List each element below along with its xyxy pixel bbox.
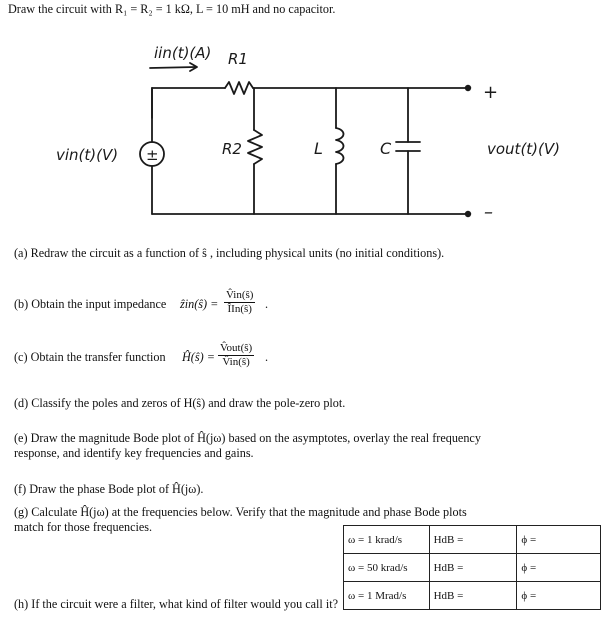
c-label: C [380,139,392,158]
part-c-text: (c) Obtain the transfer function [14,350,166,364]
r2-resistor [248,130,262,164]
r1-resistor [225,82,253,94]
part-b-denominator: ÎIn(ŝ) [227,303,252,315]
part-d: (d) Classify the poles and zeros of H(ŝ) and draw the pole-zero plot. [14,396,346,410]
part-b-fraction [224,289,255,316]
table-cell-phase: ϕ = [517,554,601,582]
part-c-numerator: V̂out(ŝ) [220,342,253,354]
part-b-lhs: ẑin(ŝ) = [180,297,219,311]
current-label: iin(t)(A) [154,44,212,62]
part-b-numerator: V̂in(ŝ) [226,289,254,301]
frequency-table [343,525,601,610]
table-cell-mag: HdB = [429,554,517,582]
part-c-denominator: V̂in(ŝ) [222,356,250,368]
part-a: (a) Redraw the circuit as a function of ŝ , including physical units (no initial conditions). [14,246,445,260]
l-inductor [336,128,344,164]
part-b-text: (b) Obtain the input impedance [14,297,167,311]
part-b-period: . [265,297,269,311]
minus-sign: – [484,202,493,223]
part-e-line1: (e) Draw the magnitude Bode plot of Ĥ(jω) based on the asymptotes, overlay the real frequency [14,431,481,445]
table-cell-freq: ω = 1 Mrad/s [344,582,430,610]
table-row [344,526,601,554]
part-h: (h) If the circuit were a filter, what kind of filter would you call it? [14,597,339,611]
l-label: L [314,139,323,158]
output-terminal-minus [465,211,471,217]
part-g-line2: match for those frequencies. [14,520,153,534]
table-row [344,582,601,610]
part-c-lhs: Ĥ(ŝ) = [182,350,215,364]
part-c-period: . [265,350,269,364]
part-c-fraction [218,342,254,369]
vout-label: vout(t)(V) [487,140,560,158]
part-e-line2: response, and identify key frequencies and gains. [14,446,254,460]
wire-top [152,88,225,118]
table-row [344,554,601,582]
part-g-line1: (g) Calculate Ĥ(jω) at the frequencies below. Verify that the magnitude and phase Bode plots [14,505,467,519]
table-cell-freq: ω = 1 krad/s [344,526,430,554]
table-cell-phase: ϕ = [517,526,601,554]
source-label: vin(t)(V) [56,146,119,164]
circuit-sketch [0,30,601,260]
plus-sign: + [483,82,499,103]
table-cell-mag: HdB = [429,526,517,554]
r1-label: R1 [228,50,248,68]
problem-statement: Draw the circuit with R₁ = R₂ = 1 kΩ, L = 10 mH and no capacitor. [8,2,336,16]
table-cell-mag: HdB = [429,582,517,610]
r2-label: R2 [222,140,242,158]
source-symbol: ± [146,146,159,164]
current-arrow [150,67,196,68]
output-terminal-plus [465,85,471,91]
table-cell-phase: ϕ = [517,582,601,610]
part-f: (f) Draw the phase Bode plot of Ĥ(jω). [14,482,204,496]
table-cell-freq: ω = 50 krad/s [344,554,430,582]
